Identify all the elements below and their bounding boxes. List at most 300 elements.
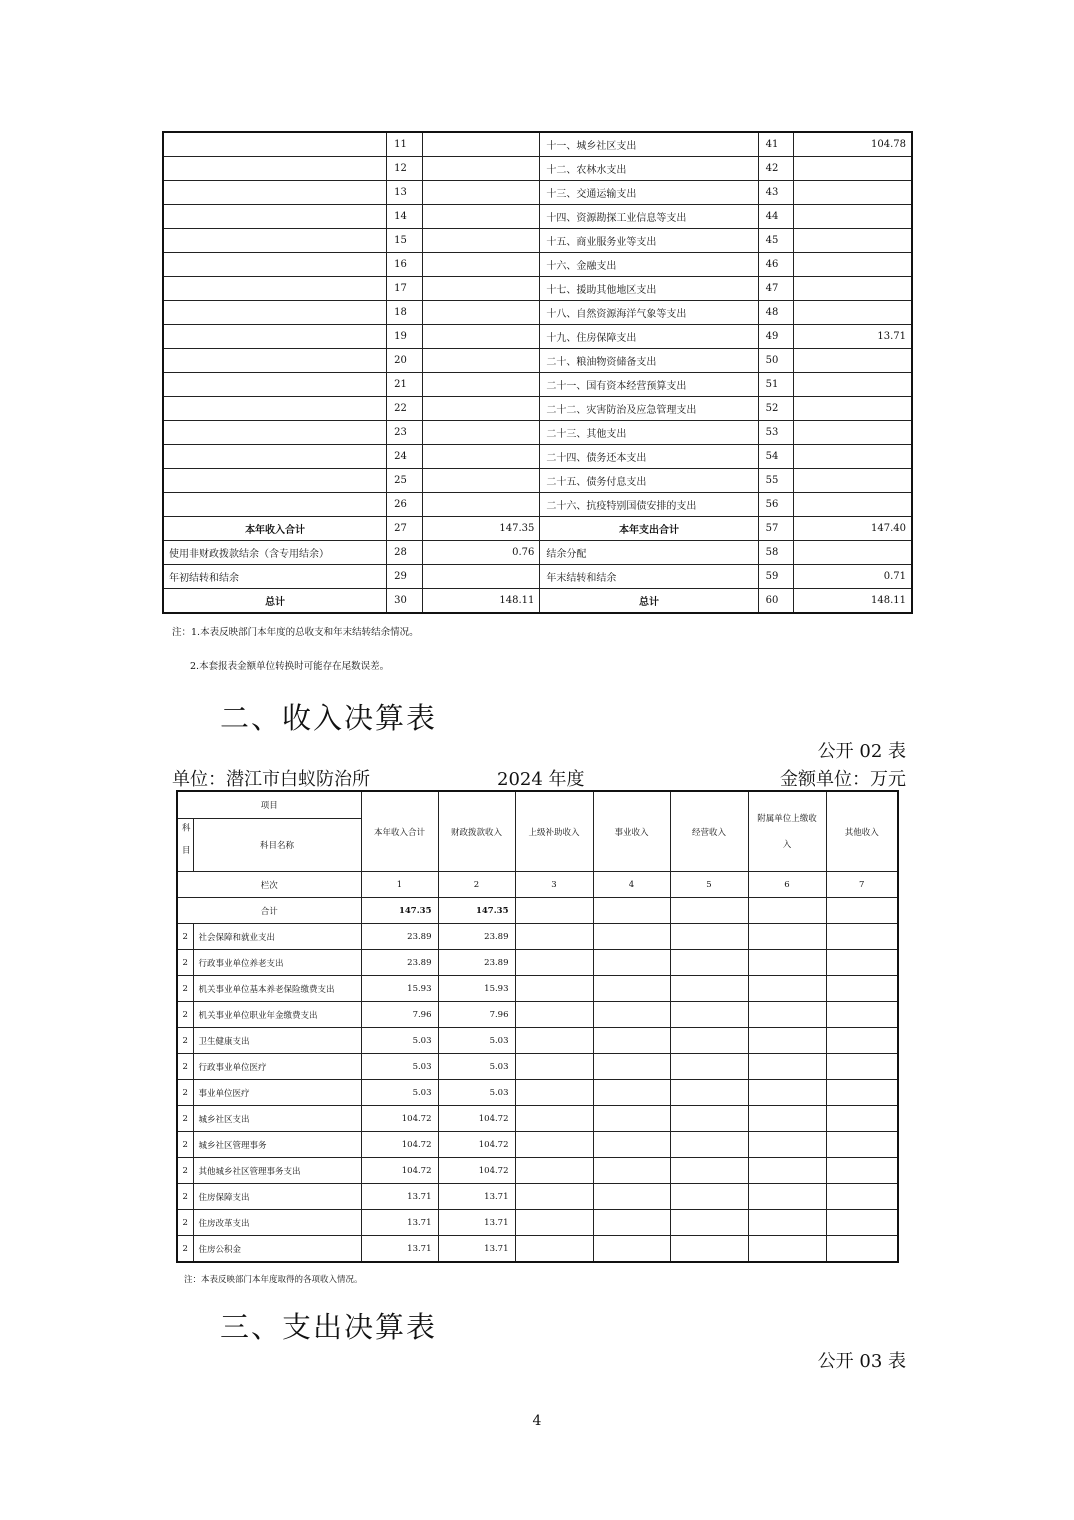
left-label [163, 229, 387, 253]
right-label: 二十三、其他支出 [540, 421, 758, 445]
summary-row [163, 397, 912, 421]
col-number: 5 [670, 872, 748, 898]
header-col-6: 附属单位上缴收入 [748, 791, 826, 872]
empty-cell [670, 924, 748, 950]
summary-row [163, 253, 912, 277]
left-amount [422, 181, 540, 205]
row-total-income: 13.71 [361, 1184, 438, 1210]
left-label [163, 349, 387, 373]
empty-cell [748, 950, 826, 976]
left-label [163, 469, 387, 493]
income-row [177, 1054, 898, 1080]
left-line-no: 20 [387, 349, 423, 373]
empty-cell [748, 1054, 826, 1080]
income-row [177, 1184, 898, 1210]
col-number-row [177, 872, 898, 898]
empty-cell [670, 1080, 748, 1106]
row-code: 2 [177, 1028, 193, 1054]
left-amount [422, 325, 540, 349]
header-col-7: 其他收入 [826, 791, 898, 872]
income-row [177, 1236, 898, 1263]
empty-cell [670, 1184, 748, 1210]
row-name: 城乡社区支出 [193, 1106, 361, 1132]
empty-cell [826, 1158, 898, 1184]
empty-cell [515, 1054, 593, 1080]
empty-cell [670, 1106, 748, 1132]
right-amount [794, 349, 912, 373]
col-number: 6 [748, 872, 826, 898]
row-name: 社会保障和就业支出 [193, 924, 361, 950]
right-line-no: 42 [758, 157, 794, 181]
left-amount [422, 397, 540, 421]
summary-row [163, 541, 912, 565]
empty-cell [826, 950, 898, 976]
header-item: 项目 [177, 791, 361, 819]
right-label: 十七、援助其他地区支出 [540, 277, 758, 301]
left-label [163, 205, 387, 229]
left-label [163, 325, 387, 349]
summary-row [163, 589, 912, 614]
income-row [177, 1002, 898, 1028]
right-line-no: 50 [758, 349, 794, 373]
empty-cell [515, 950, 593, 976]
summary-row [163, 493, 912, 517]
left-line-no: 14 [387, 205, 423, 229]
left-amount [422, 229, 540, 253]
row-code: 2 [177, 976, 193, 1002]
row-total-income: 13.71 [361, 1210, 438, 1236]
right-label: 二十二、灾害防治及应急管理支出 [540, 397, 758, 421]
header-col-3: 上级补助收入 [515, 791, 593, 872]
right-line-no: 46 [758, 253, 794, 277]
left-amount [422, 565, 540, 589]
summary-row [163, 373, 912, 397]
empty-cell [515, 1132, 593, 1158]
left-label [163, 445, 387, 469]
row-fiscal-income: 5.03 [438, 1054, 515, 1080]
empty-cell [748, 1158, 826, 1184]
empty-cell [826, 976, 898, 1002]
header-row-item [177, 791, 898, 819]
left-line-no: 15 [387, 229, 423, 253]
note-2: 2.本套报表金额单位转换时可能存在尾数误差。 [190, 661, 390, 672]
left-label [163, 132, 387, 157]
row-name: 城乡社区管理事务 [193, 1132, 361, 1158]
right-label: 十一、城乡社区支出 [540, 132, 758, 157]
left-amount [422, 493, 540, 517]
row-fiscal-income: 13.71 [438, 1236, 515, 1263]
row-total-income: 7.96 [361, 1002, 438, 1028]
right-amount: 13.71 [794, 325, 912, 349]
left-amount [422, 469, 540, 493]
left-line-no: 11 [387, 132, 423, 157]
right-line-no: 59 [758, 565, 794, 589]
empty-cell [826, 1106, 898, 1132]
left-line-no: 18 [387, 301, 423, 325]
empty-cell [593, 924, 670, 950]
empty-cell [515, 976, 593, 1002]
row-fiscal-income: 13.71 [438, 1184, 515, 1210]
income-row [177, 1028, 898, 1054]
left-amount [422, 205, 540, 229]
row-fiscal-income: 23.89 [438, 924, 515, 950]
right-label: 二十五、债务付息支出 [540, 469, 758, 493]
header-col-1: 本年收入合计 [361, 791, 438, 872]
col-number: 1 [361, 872, 438, 898]
row-total-income: 5.03 [361, 1028, 438, 1054]
summary-table [162, 131, 913, 614]
left-label [163, 397, 387, 421]
left-label [163, 277, 387, 301]
row-fiscal-income: 5.03 [438, 1028, 515, 1054]
empty-cell [593, 1106, 670, 1132]
row-fiscal-income: 5.03 [438, 1080, 515, 1106]
right-amount [794, 397, 912, 421]
total-row [177, 898, 898, 924]
row-name: 行政事业单位医疗 [193, 1054, 361, 1080]
right-label: 十五、商业服务业等支出 [540, 229, 758, 253]
row-name: 卫生健康支出 [193, 1028, 361, 1054]
empty-cell [593, 1236, 670, 1263]
left-label: 使用非财政拨款结余（含专用结余） [163, 541, 387, 565]
income-row [177, 1106, 898, 1132]
amount-unit-label: 金额单位：万元 [780, 769, 906, 790]
income-row [177, 924, 898, 950]
empty-cell [748, 1080, 826, 1106]
right-amount [794, 493, 912, 517]
header-col-4: 事业收入 [593, 791, 670, 872]
empty-cell [826, 924, 898, 950]
col-number: 3 [515, 872, 593, 898]
right-line-no: 57 [758, 517, 794, 541]
empty-cell [670, 950, 748, 976]
left-amount [422, 132, 540, 157]
right-amount [794, 445, 912, 469]
row-total-income: 104.72 [361, 1106, 438, 1132]
empty-cell [515, 1158, 593, 1184]
row-code: 2 [177, 1080, 193, 1106]
row-total-income: 104.72 [361, 1132, 438, 1158]
section-title-income: 二、收入决算表 [220, 701, 438, 735]
summary-row [163, 349, 912, 373]
right-label: 本年支出合计 [540, 517, 758, 541]
left-line-no: 17 [387, 277, 423, 301]
left-amount [422, 301, 540, 325]
right-line-no: 43 [758, 181, 794, 205]
right-amount: 104.78 [794, 132, 912, 157]
empty-cell [748, 1028, 826, 1054]
right-line-no: 51 [758, 373, 794, 397]
row-fiscal-income: 15.93 [438, 976, 515, 1002]
left-line-no: 22 [387, 397, 423, 421]
right-amount [794, 205, 912, 229]
left-label [163, 301, 387, 325]
left-line-no: 13 [387, 181, 423, 205]
row-total-income: 5.03 [361, 1054, 438, 1080]
row-name: 其他城乡社区管理事务支出 [193, 1158, 361, 1184]
income-row [177, 1158, 898, 1184]
summary-row [163, 132, 912, 157]
row-fiscal-income: 104.72 [438, 1158, 515, 1184]
summary-row [163, 517, 912, 541]
left-amount: 148.11 [422, 589, 540, 614]
row-name: 机关事业单位基本养老保险缴费支出 [193, 976, 361, 1002]
row-fiscal-income: 104.72 [438, 1132, 515, 1158]
left-line-no: 25 [387, 469, 423, 493]
summary-row [163, 157, 912, 181]
right-amount [794, 301, 912, 325]
right-line-no: 60 [758, 589, 794, 614]
empty-cell [515, 1210, 593, 1236]
left-line-no: 21 [387, 373, 423, 397]
left-line-no: 28 [387, 541, 423, 565]
left-label [163, 493, 387, 517]
unit-label: 单位：潜江市白蚁防治所 [172, 769, 370, 790]
empty-cell [593, 1028, 670, 1054]
summary-row [163, 469, 912, 493]
row-total-income: 5.03 [361, 1080, 438, 1106]
row-code: 2 [177, 1132, 193, 1158]
header-name: 科目名称 [193, 819, 361, 872]
empty-cell [515, 1002, 593, 1028]
header-code: 科目 [177, 819, 193, 872]
right-label: 二十、粮油物资储备支出 [540, 349, 758, 373]
empty-cell [670, 1132, 748, 1158]
row-code: 2 [177, 1106, 193, 1132]
right-label: 十六、金融支出 [540, 253, 758, 277]
row-total-income: 23.89 [361, 924, 438, 950]
section-title-expense: 三、支出决算表 [220, 1310, 438, 1344]
row-fiscal-income: 104.72 [438, 1106, 515, 1132]
right-label: 十四、资源勘探工业信息等支出 [540, 205, 758, 229]
empty-cell [593, 976, 670, 1002]
right-line-no: 47 [758, 277, 794, 301]
empty-cell [748, 1132, 826, 1158]
right-label: 十八、自然资源海洋气象等支出 [540, 301, 758, 325]
header-col-5: 经营收入 [670, 791, 748, 872]
left-amount: 147.35 [422, 517, 540, 541]
right-line-no: 48 [758, 301, 794, 325]
empty-cell [593, 950, 670, 976]
right-amount: 147.40 [794, 517, 912, 541]
right-line-no: 58 [758, 541, 794, 565]
income-row [177, 950, 898, 976]
summary-row [163, 229, 912, 253]
empty-cell [670, 1210, 748, 1236]
summary-table-body [163, 132, 912, 613]
right-label: 年末结转和结余 [540, 565, 758, 589]
summary-row [163, 421, 912, 445]
left-line-no: 23 [387, 421, 423, 445]
row-name: 事业单位医疗 [193, 1080, 361, 1106]
left-amount [422, 421, 540, 445]
row-code: 2 [177, 1054, 193, 1080]
right-label: 结余分配 [540, 541, 758, 565]
col-number: 4 [593, 872, 670, 898]
row-name: 机关事业单位职业年金缴费支出 [193, 1002, 361, 1028]
summary-row [163, 325, 912, 349]
left-label [163, 253, 387, 277]
empty-cell [748, 1236, 826, 1263]
left-amount [422, 373, 540, 397]
right-amount [794, 541, 912, 565]
income-row [177, 1132, 898, 1158]
left-line-no: 24 [387, 445, 423, 469]
row-code: 2 [177, 950, 193, 976]
left-line-no: 16 [387, 253, 423, 277]
row-code: 2 [177, 1210, 193, 1236]
right-amount [794, 277, 912, 301]
empty-cell [826, 1184, 898, 1210]
left-line-no: 27 [387, 517, 423, 541]
total-c1: 147.35 [361, 898, 438, 924]
row-total-income: 13.71 [361, 1236, 438, 1263]
row-code: 2 [177, 1184, 193, 1210]
right-line-no: 44 [758, 205, 794, 229]
left-amount [422, 253, 540, 277]
col-number: 2 [438, 872, 515, 898]
left-label [163, 373, 387, 397]
right-amount [794, 157, 912, 181]
empty-cell [670, 976, 748, 1002]
empty-cell [826, 1080, 898, 1106]
empty-cell [593, 1210, 670, 1236]
right-line-no: 54 [758, 445, 794, 469]
empty-cell [748, 924, 826, 950]
empty-cell [826, 1236, 898, 1263]
right-label: 二十六、抗疫特别国债安排的支出 [540, 493, 758, 517]
col-number-label: 栏次 [177, 872, 361, 898]
right-amount: 0.71 [794, 565, 912, 589]
empty-cell [748, 1210, 826, 1236]
left-amount [422, 445, 540, 469]
row-name: 行政事业单位养老支出 [193, 950, 361, 976]
row-code: 2 [177, 1002, 193, 1028]
left-label [163, 157, 387, 181]
empty-cell [593, 1080, 670, 1106]
right-label: 十九、住房保障支出 [540, 325, 758, 349]
empty-cell [748, 1002, 826, 1028]
page-number: 4 [532, 1413, 542, 1429]
left-label: 总计 [163, 589, 387, 614]
right-line-no: 55 [758, 469, 794, 493]
empty-cell [748, 976, 826, 1002]
right-line-no: 53 [758, 421, 794, 445]
left-label [163, 421, 387, 445]
row-fiscal-income: 13.71 [438, 1210, 515, 1236]
right-label: 总计 [540, 589, 758, 614]
right-line-no: 45 [758, 229, 794, 253]
empty-cell [515, 1184, 593, 1210]
empty-cell [826, 1002, 898, 1028]
left-label: 年初结转和结余 [163, 565, 387, 589]
row-code: 2 [177, 1158, 193, 1184]
right-label: 二十一、国有资本经营预算支出 [540, 373, 758, 397]
income-table [176, 790, 899, 1263]
income-table-body [177, 924, 898, 1263]
total-label: 合计 [177, 898, 361, 924]
income-row [177, 1080, 898, 1106]
empty-cell [826, 1054, 898, 1080]
summary-row [163, 181, 912, 205]
left-line-no: 29 [387, 565, 423, 589]
row-code: 2 [177, 1236, 193, 1263]
empty-cell [826, 1132, 898, 1158]
right-amount [794, 253, 912, 277]
right-label: 十三、交通运输支出 [540, 181, 758, 205]
empty-cell [670, 1054, 748, 1080]
summary-row [163, 565, 912, 589]
empty-cell [826, 1210, 898, 1236]
left-amount [422, 157, 540, 181]
empty-cell [670, 1002, 748, 1028]
empty-cell [515, 924, 593, 950]
left-label: 本年收入合计 [163, 517, 387, 541]
left-line-no: 12 [387, 157, 423, 181]
empty-cell [593, 1132, 670, 1158]
row-fiscal-income: 23.89 [438, 950, 515, 976]
empty-cell [515, 1106, 593, 1132]
right-amount [794, 469, 912, 493]
year-label: 2024 年度 [497, 769, 585, 790]
right-line-no: 41 [758, 132, 794, 157]
right-label: 二十四、债务还本支出 [540, 445, 758, 469]
form-number-03: 公开 03 表 [817, 1351, 906, 1372]
empty-cell [515, 1028, 593, 1054]
row-total-income: 104.72 [361, 1158, 438, 1184]
summary-row [163, 205, 912, 229]
row-name: 住房保障支出 [193, 1184, 361, 1210]
empty-cell [670, 1158, 748, 1184]
left-line-no: 30 [387, 589, 423, 614]
form-number-02: 公开 02 表 [817, 741, 906, 762]
empty-cell [826, 1028, 898, 1054]
note-1: 注：1.本表反映部门本年度的总收支和年末结转结余情况。 [172, 627, 419, 638]
row-code: 2 [177, 924, 193, 950]
left-amount: 0.76 [422, 541, 540, 565]
summary-row [163, 301, 912, 325]
income-row [177, 1210, 898, 1236]
left-amount [422, 277, 540, 301]
row-total-income: 23.89 [361, 950, 438, 976]
row-name: 住房公积金 [193, 1236, 361, 1263]
total-c2: 147.35 [438, 898, 515, 924]
summary-row [163, 277, 912, 301]
empty-cell [670, 1236, 748, 1263]
empty-cell [515, 1080, 593, 1106]
row-fiscal-income: 7.96 [438, 1002, 515, 1028]
row-name: 住房改革支出 [193, 1210, 361, 1236]
summary-row [163, 445, 912, 469]
empty-cell [670, 1028, 748, 1054]
right-amount [794, 229, 912, 253]
right-line-no: 52 [758, 397, 794, 421]
row-total-income: 15.93 [361, 976, 438, 1002]
empty-cell [748, 1184, 826, 1210]
left-amount [422, 349, 540, 373]
empty-cell [748, 1106, 826, 1132]
right-amount [794, 421, 912, 445]
left-line-no: 26 [387, 493, 423, 517]
header-col-2: 财政拨款收入 [438, 791, 515, 872]
empty-cell [593, 1184, 670, 1210]
income-note: 注：本表反映部门本年度取得的各项收入情况。 [184, 1275, 363, 1285]
empty-cell [593, 1054, 670, 1080]
col-number: 7 [826, 872, 898, 898]
income-row [177, 976, 898, 1002]
right-amount: 148.11 [794, 589, 912, 614]
right-amount [794, 181, 912, 205]
